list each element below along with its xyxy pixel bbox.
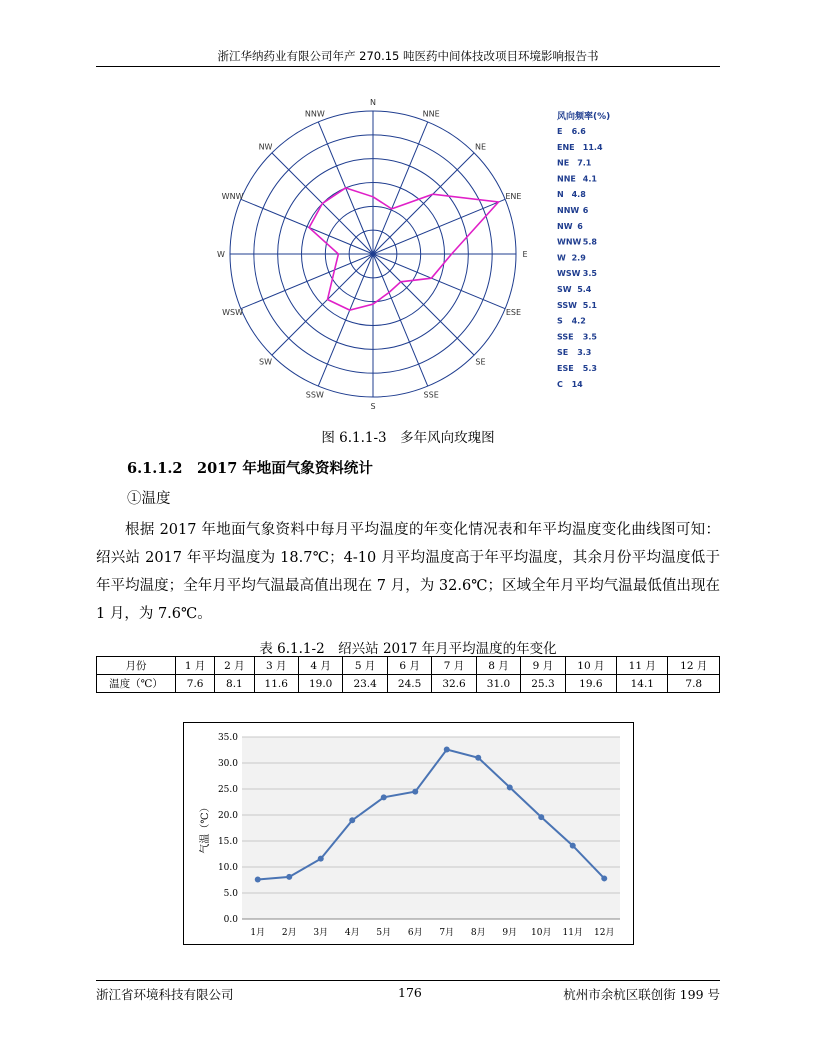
- rose-legend-value: 6: [582, 206, 589, 215]
- rose-legend-direction: SSE: [557, 332, 574, 342]
- subheading: ①温度: [127, 491, 171, 507]
- footer-company: 浙江省环境科技有限公司: [96, 987, 234, 1002]
- rose-legend-value: 5.1: [582, 300, 597, 310]
- x-tick-label: 4月: [344, 928, 360, 938]
- table-value-cell: 11.6: [254, 675, 298, 693]
- rose-legend-value: 3.5: [582, 269, 597, 279]
- temperature-data-point: [475, 755, 481, 761]
- rose-legend-value: 14: [571, 379, 583, 389]
- y-tick-label: 25.0: [217, 785, 238, 795]
- rose-legend-direction: ESE: [557, 364, 574, 373]
- table-value-cell: 19.6: [565, 675, 616, 693]
- table-value-cell: 25.3: [521, 675, 565, 693]
- rose-spoke: [373, 199, 505, 254]
- rose-spoke: [241, 254, 373, 309]
- rose-direction-label: WSW: [222, 308, 244, 318]
- rose-legend-value: 3.5: [582, 332, 597, 342]
- rose-spoke: [241, 199, 373, 254]
- rose-legend-direction: ENE: [557, 142, 575, 152]
- y-tick-label: 0.0: [223, 915, 238, 925]
- rose-legend-direction: WNW: [557, 237, 582, 247]
- rose-direction-label: ESE: [505, 308, 522, 318]
- rose-legend-direction: NNE: [557, 174, 576, 184]
- rose-legend-value: 7.1: [577, 158, 592, 168]
- rose-legend-direction: C: [557, 379, 563, 389]
- table-month-cell: 4 月: [298, 657, 342, 675]
- rose-spoke: [373, 254, 428, 386]
- wind-rose-figure: [217, 98, 634, 411]
- rose-direction-label: NW: [258, 142, 273, 152]
- table-value-cell: 23.4: [343, 675, 387, 693]
- table-month-cell: 5 月: [343, 657, 387, 675]
- rose-direction-label: WNW: [221, 191, 244, 201]
- rose-legend-value: 6: [577, 221, 583, 231]
- header-rule: [96, 66, 720, 67]
- rose-direction-label: NNE: [422, 109, 440, 119]
- table-month-cell: 1 月: [176, 657, 215, 675]
- y-tick-label: 15.0: [217, 837, 238, 847]
- temperature-data-point: [255, 876, 261, 882]
- footer-page-number: 176: [398, 985, 422, 1000]
- y-tick-label: 35.0: [217, 733, 238, 743]
- rose-legend-direction: SSW: [557, 300, 577, 310]
- rose-direction-label: SW: [259, 357, 273, 367]
- body-paragraph: 根据 2017 年地面气象资料中每月平均温度的年变化情况表和年平均温度变化曲线图可知：绍兴站 2017 年平均温度为 18.7℃；4-10 月平均温度高于年平均温度，其余月份平均温度低于年平均温度；全年月平均气温最高值出现在 7 月，为 32.6℃；区域全年月平均气温最低值出现在 1 月，为 7.6℃。: [96, 522, 720, 622]
- x-tick-label: 11月: [562, 928, 583, 938]
- temperature-data-point: [538, 814, 544, 820]
- table-value-cell: 8.1: [215, 675, 254, 693]
- section-heading: 6.1.1.2 2017 年地面气象资料统计: [127, 460, 373, 477]
- y-tick-label: 20.0: [217, 811, 238, 821]
- x-tick-label: 6月: [407, 928, 423, 938]
- table-value-cell: 14.1: [617, 675, 668, 693]
- table-month-cell: 2 月: [215, 657, 254, 675]
- table-caption: 表 6.1.1-2 绍兴站 2017 年月平均温度的年变化: [259, 641, 557, 657]
- table-month-cell: 12 月: [668, 657, 720, 675]
- rose-legend-title: 风向频率(%): [557, 112, 611, 122]
- rose-legend-value: 3.3: [577, 348, 592, 358]
- table-value-cell: 7.6: [176, 675, 215, 693]
- x-tick-label: 7月: [439, 928, 455, 938]
- rose-direction-label: W: [217, 250, 225, 259]
- rose-spoke: [318, 254, 373, 386]
- table-month-cell: 8 月: [476, 657, 520, 675]
- rose-legend-value: 5.4: [577, 285, 592, 294]
- rose-legend-value: 4.1: [582, 174, 597, 184]
- table-value-cell: 19.0: [298, 675, 342, 693]
- table-value-cell: 31.0: [476, 675, 520, 693]
- wind-rose-chart: [217, 98, 634, 411]
- temperature-line-chart: [184, 723, 633, 944]
- temperature-data-point: [349, 817, 355, 823]
- table-header-row: [97, 657, 720, 675]
- rose-legend-direction: NE: [557, 158, 570, 168]
- rose-legend-direction: SW: [557, 285, 572, 294]
- rose-direction-label: NE: [474, 142, 487, 152]
- table-month-cell: 11 月: [617, 657, 668, 675]
- table-row-label: 温度（℃）: [97, 675, 176, 693]
- y-tick-label: 10.0: [217, 863, 238, 873]
- rose-spoke: [373, 153, 474, 254]
- table-month-cell: 9 月: [521, 657, 565, 675]
- x-tick-label: 10月: [531, 928, 552, 938]
- temperature-data-point: [570, 843, 576, 849]
- rose-direction-label: S: [370, 402, 376, 411]
- rose-direction-label: ENE: [505, 191, 522, 201]
- footer-rule: [96, 980, 720, 981]
- rose-legend-value: 5.3: [582, 364, 597, 373]
- rose-spoke: [373, 254, 505, 309]
- rose-direction-label: SSW: [305, 390, 324, 400]
- rose-legend-direction: E: [557, 127, 563, 136]
- rose-legend-value: 6.6: [571, 127, 586, 136]
- rose-legend-direction: S: [557, 316, 563, 326]
- y-axis-label: 气温（℃）: [200, 802, 211, 854]
- rose-legend-value: 4.8: [571, 190, 586, 200]
- rose-spoke: [272, 254, 373, 355]
- rose-spoke: [373, 254, 474, 355]
- table-month-cell: 7 月: [432, 657, 476, 675]
- table-data-row: [97, 675, 720, 693]
- temperature-data-point: [381, 794, 387, 800]
- rose-legend-value: 2.9: [571, 253, 586, 263]
- rose-legend-direction: N: [557, 190, 564, 200]
- plot-area: [242, 737, 620, 919]
- x-tick-label: 3月: [313, 928, 329, 938]
- temperature-chart-box: [183, 722, 634, 945]
- footer-address: 杭州市余杭区联创街 199 号: [563, 987, 720, 1002]
- table-value-cell: 7.8: [668, 675, 720, 693]
- x-tick-label: 12月: [594, 928, 615, 938]
- table-month-cell: 10 月: [565, 657, 616, 675]
- x-tick-label: 1月: [250, 928, 266, 938]
- x-tick-label: 9月: [502, 928, 518, 938]
- rose-legend-direction: WSW: [557, 269, 581, 279]
- temperature-table: [96, 656, 720, 693]
- x-tick-label: 2月: [281, 928, 297, 938]
- x-tick-label: 8月: [470, 928, 486, 938]
- rose-direction-label: N: [370, 98, 376, 107]
- x-tick-label: 5月: [376, 928, 392, 938]
- page-header: 浙江华纳药业有限公司年产 270.15 吨医药中间体技改项目环境影响报告书: [217, 49, 599, 63]
- table-value-cell: 32.6: [432, 675, 476, 693]
- table-month-cell: 6 月: [387, 657, 431, 675]
- temperature-data-point: [601, 875, 607, 881]
- rose-legend-direction: NNW: [557, 206, 580, 215]
- rose-direction-label: E: [522, 250, 528, 259]
- temperature-data-point: [412, 789, 418, 795]
- temperature-data-point: [507, 784, 513, 790]
- rose-legend-value: 11.4: [582, 142, 603, 152]
- temperature-data-point: [444, 746, 450, 752]
- y-tick-label: 30.0: [217, 759, 238, 769]
- rose-legend-direction: W: [557, 253, 566, 263]
- y-tick-label: 5.0: [223, 889, 238, 899]
- figure-caption: 图 6.1.1-3 多年风向玫瑰图: [321, 430, 495, 446]
- rose-direction-label: NNW: [304, 109, 325, 119]
- rose-direction-label: SSE: [423, 390, 439, 400]
- table-header-label: 月份: [97, 657, 176, 675]
- wind-frequency-polygon: [309, 188, 498, 310]
- rose-direction-label: SE: [475, 357, 486, 367]
- rose-legend-direction: SE: [557, 348, 569, 358]
- rose-spoke: [373, 122, 428, 254]
- table-value-cell: 24.5: [387, 675, 431, 693]
- table-month-cell: 3 月: [254, 657, 298, 675]
- rose-legend-value: 4.2: [571, 316, 586, 326]
- rose-legend-value: 5.8: [582, 237, 597, 247]
- rose-legend-direction: NW: [557, 221, 573, 231]
- temperature-data-point: [318, 856, 324, 862]
- temperature-data-point: [286, 874, 292, 880]
